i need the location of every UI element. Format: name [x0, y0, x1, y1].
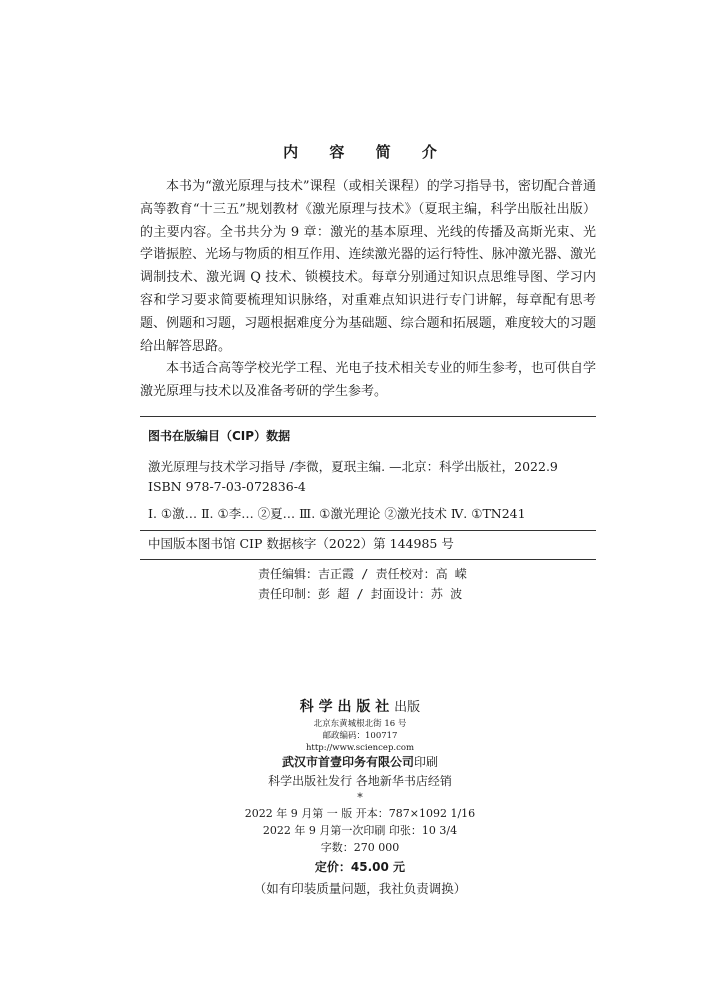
credits-editors: 责任编辑：吉正霞 / 责任校对：高 嵘: [258, 567, 467, 581]
quality-notice: （如有印装质量问题，我社负责调换）: [253, 881, 467, 896]
publisher-line: [0, 696, 720, 718]
publisher-postcode: 邮政编码：100717: [322, 731, 398, 741]
separator-star: *: [357, 791, 363, 804]
distribution: 科学出版社发行 各地新华书店经销: [268, 774, 452, 788]
publisher-address: 北京东黄城根北街 16 号: [313, 719, 407, 729]
credits-production: 责任印制：彭 超 / 封面设计：苏 波: [258, 587, 463, 601]
edition-line: 2022 年 9 月第 一 版 开本：787×1092 1/16: [244, 807, 476, 820]
word-count: 字数：270 000: [320, 841, 400, 854]
intro-body: [140, 176, 596, 404]
publisher-suffix: 出版: [394, 700, 421, 715]
cip-title: 图书在版编目（CIP）数据: [148, 429, 291, 443]
intro-paragraph: 本书为“激光原理与技术”课程（或相关课程）的学习指导书，密切配合普通高等教育“十三五”规划教材《激光原理与技术》（夏珉主编，科学出版社出版）的主要内容。全书共分为 9 章：激光的基本原理、光线的传播及高斯光束、光学谐振腔、光场与物质的相互作用、连续激光器的运行特性、脉冲激光器、激光调制技术、激光调 Q 技术、锁模技术。每章分别通过知识点思维导图、学习内容和学习要求简要梳理知识脉络，对重难点知识进行专门讲解，每章配有思考题、例题和习题，习题根据难度分为基础题、综合题和拓展题，难度较大的习题给出解答思路。: [140, 179, 596, 354]
intro-heading: 内 容 简 介: [283, 143, 450, 161]
publisher-website: http://www.sciencep.com: [305, 743, 415, 753]
printing-line: 2022 年 9 月第一次印刷 印张：10 3/4: [262, 824, 458, 837]
intro-paragraph: 本书适合高等学校光学工程、光电子技术相关专业的师生参考，也可供自学激光原理与技术以及准备考研的学生参考。: [140, 361, 596, 400]
cip-classification: Ⅰ. ①激… Ⅱ. ①李… ②夏… Ⅲ. ①激光理论 ②激光技术 Ⅳ. ①TN241: [148, 506, 526, 521]
cip-record: 激光原理与技术学习指导 /李微，夏珉主编. —北京：科学出版社，2022.9: [148, 459, 558, 474]
publisher-name: 科 学 出 版 社: [299, 699, 390, 715]
cip-isbn: ISBN 978-7-03-072836-4: [148, 479, 306, 494]
price: 定价：45.00 元: [314, 860, 406, 874]
printer-line: [0, 754, 720, 771]
printer-suffix: 印刷: [414, 755, 439, 769]
cip-block: [140, 416, 596, 560]
printer-name: 武汉市首壹印务有限公司: [281, 755, 414, 769]
cip-number: 中国版本图书馆 CIP 数据核字（2022）第 144985 号: [148, 536, 454, 551]
colophon: [0, 696, 720, 900]
credits: [258, 564, 558, 604]
